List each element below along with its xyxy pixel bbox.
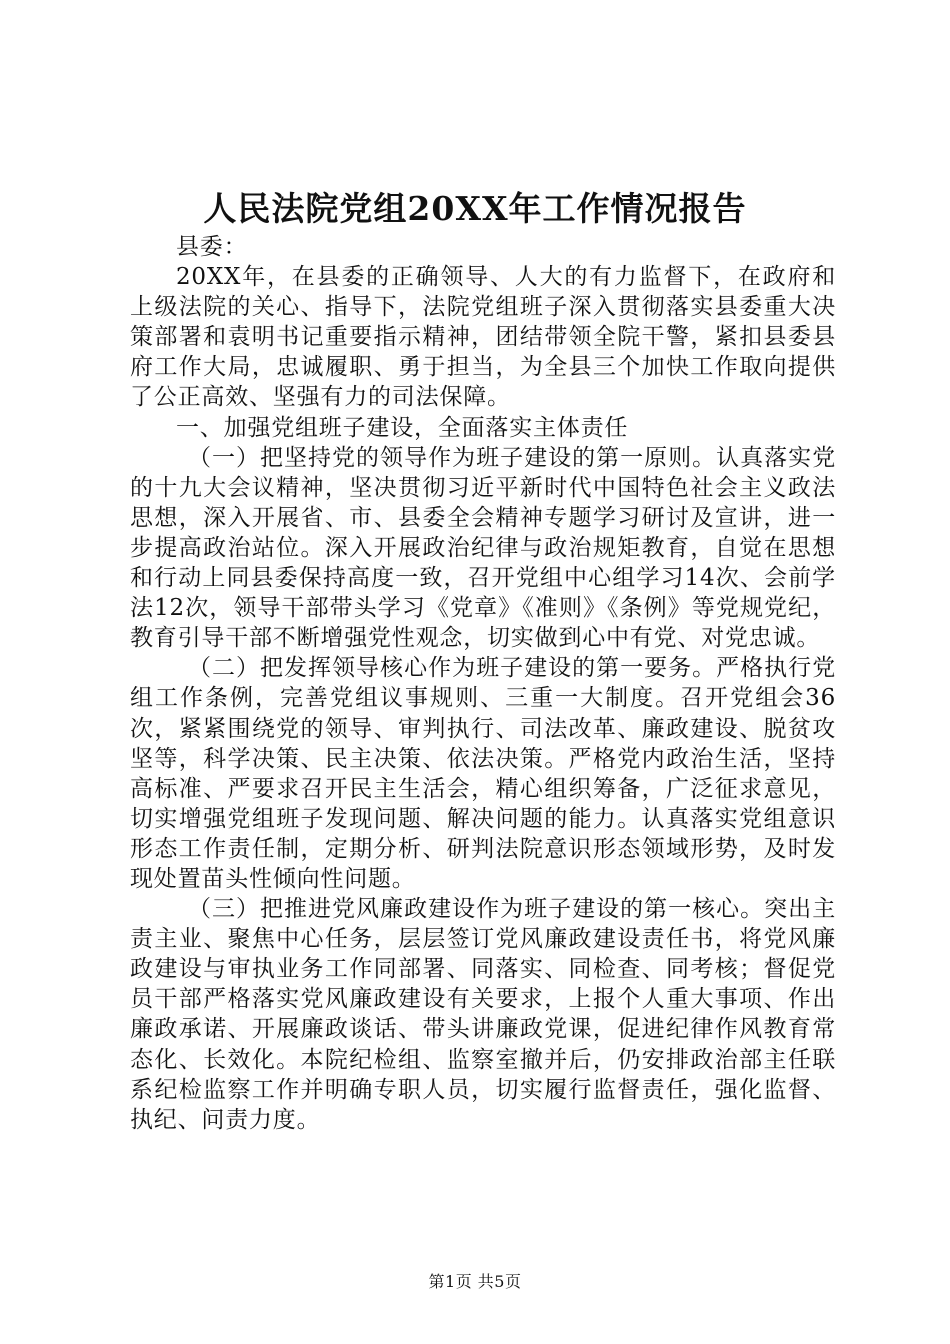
document-body	[130, 232, 836, 1135]
paragraph-item-1: （一）把坚持党的领导作为班子建设的第一原则。认真落实党的十九大会议精神，坚决贯彻习近平新时代中国特色社会主义政法思想，深入开展省、市、县委全会精神专题学习研讨及宣讲，进一步提高政治站位。深入开展政治纪律与政治规矩教育，自觉在思想和行动上同县委保持高度一致，召开党组中心组学习14次、会前学法12次，领导干部带头学习《党章》《准则》《条例》等党规党纪，教育引导干部不断增强党性观念，切实做到心中有党、对党忠诚。	[130, 444, 836, 652]
paragraph-intro: 20XX年，在县委的正确领导、人大的有力监督下，在政府和上级法院的关心、指导下，法院党组班子深入贯彻落实县委重大决策部署和袁明书记重要指示精神，团结带领全院干警，紧扣县委县府工作大局，忠诚履职、勇于担当，为全县三个加快工作取向提供了公正高效、坚强有力的司法保障。	[130, 264, 836, 411]
paragraph-item-3: （三）把推进党风廉政建设作为班子建设的第一核心。突出主责主业、聚焦中心任务，层层签订党风廉政建设责任书，将党风廉政建设与审执业务工作同部署、同落实、同检查、同考核；督促党员干部严格落实党风廉政建设有关要求，上报个人重大事项、作出廉政承诺、开展廉政谈话、带头讲廉政党课，促进纪律作风教育常态化、长效化。本院纪检组、监察室撤并后，仍安排政治部主任联系纪检监察工作并明确专职人员，切实履行监督责任，强化监督、执纪、问责力度。	[130, 896, 836, 1133]
paragraph-item-2: （二）把发挥领导核心作为班子建设的第一要务。严格执行党组工作条例，完善党组议事规则、三重一大制度。召开党组会36次，紧紧围绕党的领导、审判执行、司法改革、廉政建设、脱贫攻坚等，科学决策、民主决策、依法决策。严格党内政治生活，坚持高标准、严要求召开民主生活会，精心组织筹备，广泛征求意见，切实增强党组班子发现问题、解决问题的能力。认真落实党组意识形态工作责任制，定期分析、研判法院意识形态领域形势，及时发现处置苗头性倾向性问题。	[130, 655, 836, 892]
document-title: 人民法院党组20XX年工作情况报告	[203, 189, 747, 228]
section-heading-1: 一、加强党组班子建设，全面落实主体责任	[176, 414, 629, 441]
page-footer: 第1页 共5页	[428, 1272, 522, 1291]
salutation: 县委：	[176, 234, 248, 260]
